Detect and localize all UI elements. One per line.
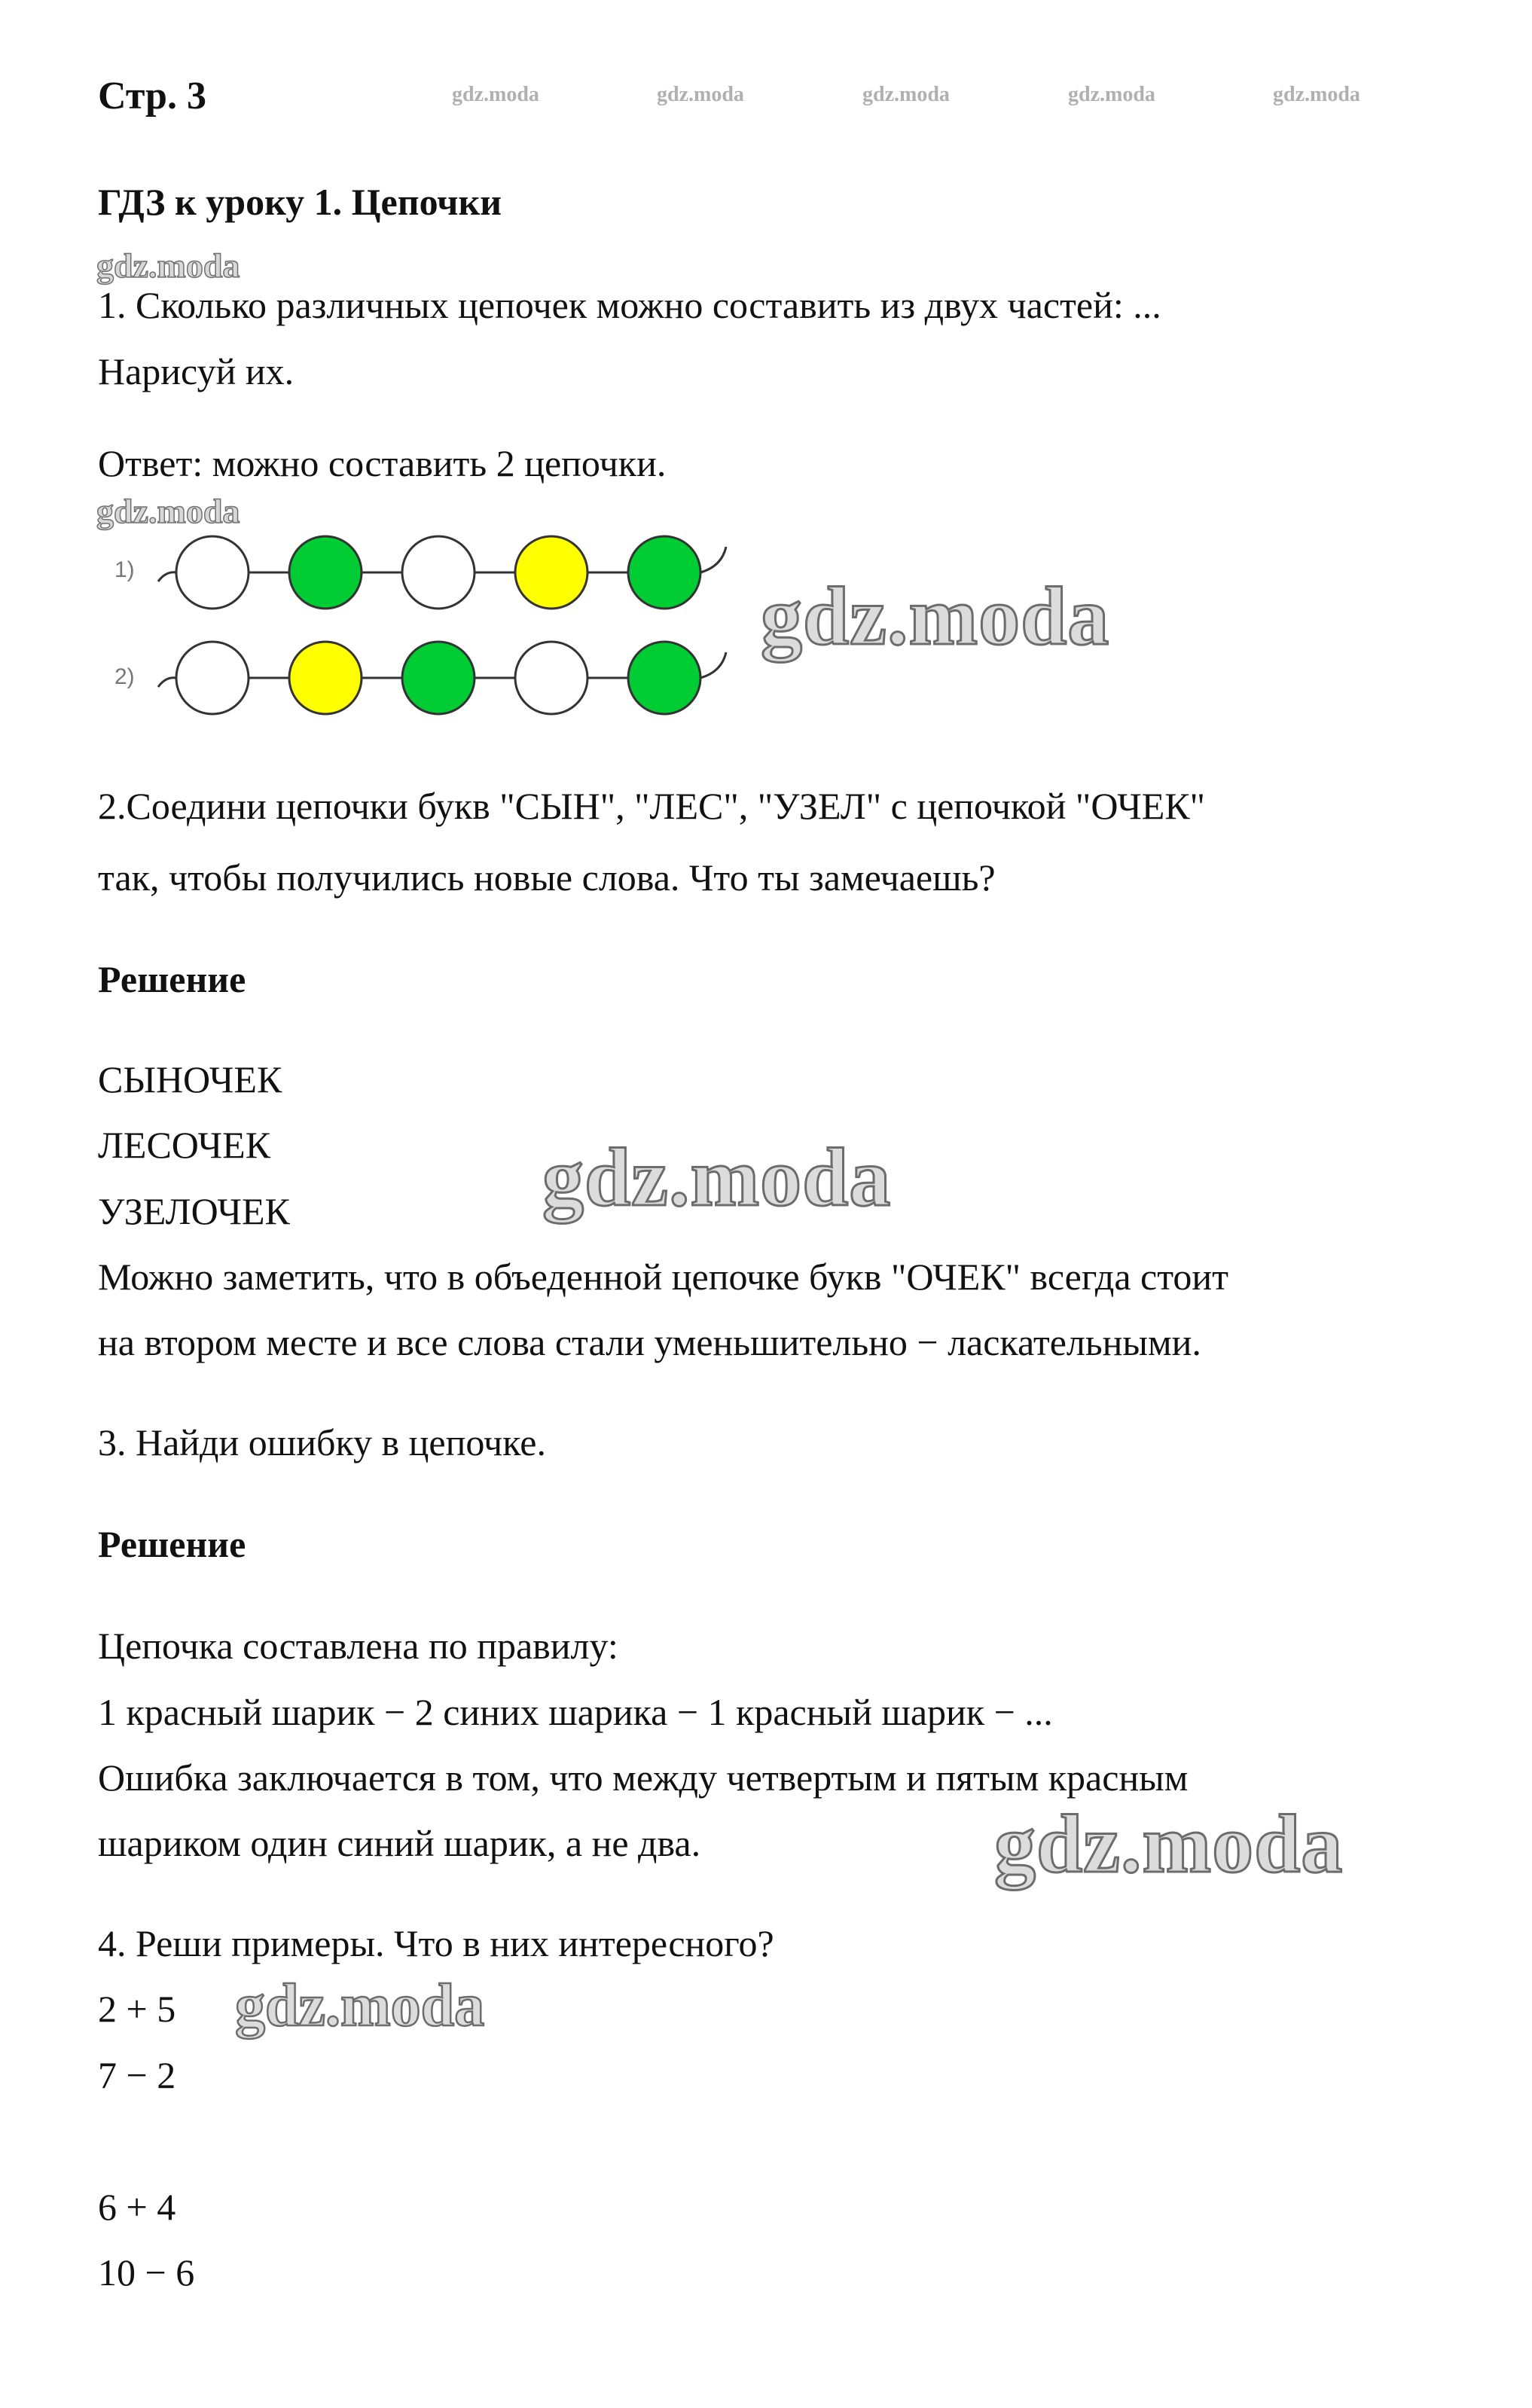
bead-white (402, 536, 475, 609)
watermark-large: gdz.moda (994, 1798, 1344, 1890)
task3-error: Ошибка заключается в том, что между четвертым и пятым красным (98, 1756, 1189, 1799)
header-watermark: gdz.moda (657, 83, 744, 106)
bead-white (515, 642, 587, 714)
task2-solution-label: Решение (98, 958, 246, 1000)
task4-example: 7 − 2 (98, 2054, 176, 2096)
bead-white (176, 536, 249, 609)
task2-word: УЗЕЛОЧЕК (98, 1190, 290, 1232)
header-watermark: gdz.moda (1068, 83, 1155, 106)
task2-question-line2: так, чтобы получились новые слова. Что ты замечаешь? (98, 856, 996, 899)
bead-chain-2 (158, 642, 726, 714)
task1-answer: Ответ: можно составить 2 цепочки. (98, 442, 667, 484)
bead-green (628, 536, 700, 609)
bead-yellow (289, 642, 362, 714)
task3-rule: Цепочка составлена по правилу: (98, 1625, 618, 1667)
chain-thread (700, 652, 726, 678)
watermark-small: gdz.moda (96, 492, 240, 530)
header-watermark: gdz.moda (1273, 83, 1360, 106)
bead-green (628, 642, 700, 714)
task3-question: 3. Найди ошибку в цепочке. (98, 1421, 546, 1463)
watermark-small: gdz.moda (96, 246, 240, 285)
watermark-large: gdz.moda (542, 1131, 892, 1223)
task2-question: 2.Соедини цепочки букв "СЫН", "ЛЕС", "УЗЕЛ" с цепочкой "ОЧЕК" (98, 785, 1205, 827)
chain-label-2: 2) (114, 664, 135, 689)
task4-question: 4. Реши примеры. Что в них интересного? (98, 1922, 774, 1964)
watermark-large: gdz.moda (761, 570, 1110, 662)
lesson-title: ГДЗ к уроку 1. Цепочки (98, 181, 502, 223)
header-watermark: gdz.moda (862, 83, 950, 106)
task3-error-line2: шариком один синий шарик, а не два. (98, 1822, 701, 1864)
task2-word: СЫНОЧЕК (98, 1058, 282, 1100)
task1-question-line2: Нарисуй их. (98, 350, 294, 392)
chain-thread (700, 547, 726, 572)
bead-yellow (515, 536, 587, 609)
bead-green (402, 642, 475, 714)
chain-label-1: 1) (114, 557, 135, 582)
task3-rule-line2: 1 красный шарик − 2 синих шарика − 1 красный шарик − ... (98, 1691, 1053, 1733)
task4-example: 2 + 5 (98, 1988, 176, 2030)
chain-thread (158, 572, 176, 581)
bead-white (176, 642, 249, 714)
chain-thread (158, 678, 176, 687)
task2-note: Можно заметить, что в объеденной цепочке букв "ОЧЕК" всегда стоит (98, 1256, 1229, 1298)
task2-word: ЛЕСОЧЕК (98, 1124, 271, 1166)
bead-green (289, 536, 362, 609)
task3-solution-label: Решение (98, 1523, 246, 1565)
task4-example: 10 − 6 (98, 2251, 195, 2294)
bead-chains-figure (105, 520, 768, 731)
header-watermark: gdz.moda (452, 83, 539, 106)
page-label: Стр. 3 (98, 75, 206, 118)
task1-question: 1. Сколько различных цепочек можно составить из двух частей: ... (98, 284, 1161, 326)
bead-chain-1 (158, 536, 726, 609)
task4-example: 6 + 4 (98, 2186, 176, 2228)
watermark-medium: gdz.moda (235, 1973, 485, 2039)
task2-note-line2: на втором месте и все слова стали уменьшительно − ласкательными. (98, 1321, 1201, 1363)
